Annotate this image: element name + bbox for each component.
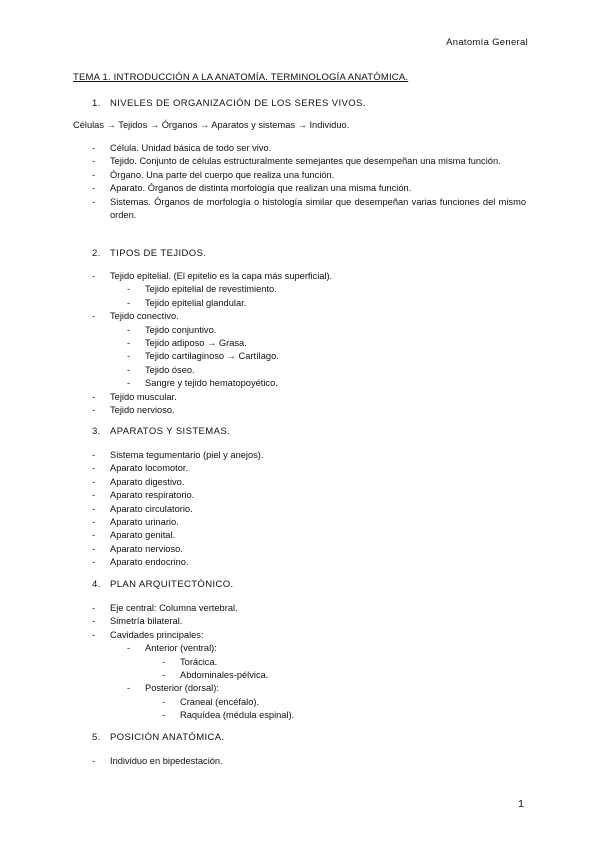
list-item: - Sistemas. Órganos de morfología o histología similar que desempeñan varias funciones del mismo orden. xyxy=(92,196,526,221)
page-title: TEMA 1. INTRODUCCIÓN A LA ANATOMÍA. TERMINOLOGÍA ANATÓMICA. xyxy=(73,72,409,83)
posicion-list xyxy=(92,755,526,768)
sub-sub-list-item: - Raquídea (médula espinal). xyxy=(162,710,295,721)
list-item: - Órgano. Una parte del cuerpo que realiza una función. xyxy=(92,169,335,180)
plan-list xyxy=(92,602,526,723)
list-item: - Sistema tegumentario (piel y anejos). xyxy=(92,450,264,460)
sub-list-item: - Tejido óseo. xyxy=(127,364,195,375)
list-item: - Simetría bilateral. xyxy=(92,616,183,627)
section-title: TIPOS DE TEJIDOS. xyxy=(110,248,207,259)
section-heading-4 xyxy=(92,579,234,590)
list-item: - Tejido muscular. xyxy=(92,391,177,402)
list-item: - Aparato circulatorio. xyxy=(92,503,193,514)
sub-sub-list-item: - Torácica. xyxy=(162,656,218,667)
section-title: NIVELES DE ORGANIZACIÓN DE LOS SERES VIVOS. xyxy=(110,98,366,109)
section-heading-2 xyxy=(92,248,206,259)
sub-list-item: - Tejido cartilaginoso → Cartílago. xyxy=(127,351,279,362)
sub-list-item: - Tejido conjuntivo. xyxy=(127,324,217,335)
niveles-list xyxy=(92,142,526,222)
running-header: Anatomía General xyxy=(446,37,528,48)
sub-sub-list-item: - Abdominales-pélvica. xyxy=(162,670,269,681)
section-title: PLAN ARQUITECTÓNICO. xyxy=(110,579,234,590)
list-item: - Aparato. Órganos de distinta morfología que realizan una misma función. xyxy=(92,183,412,194)
section-heading-1 xyxy=(92,98,366,109)
organization-flow: Células → Tejidos → Órganos → Aparatos y sistemas → Individuo. xyxy=(73,120,350,130)
page-number: 1 xyxy=(518,798,524,810)
list-item: - Tejido. Conjunto de células estructuralmente semejantes que desempeñan una misma función. xyxy=(92,156,501,167)
section-number: 5. xyxy=(92,732,101,743)
section-heading-5 xyxy=(92,732,225,743)
list-item: - Aparato nervioso. xyxy=(92,543,183,554)
section-title: APARATOS Y SISTEMAS. xyxy=(110,426,231,437)
list-item: - Aparato respiratorio. xyxy=(92,490,195,501)
list-item: - Eje central: Columna vertebral. xyxy=(92,603,238,613)
section-number: 3. xyxy=(92,426,101,437)
list-item: - Aparato urinario. xyxy=(92,517,179,528)
sub-list-item: - Tejido epitelial de revestimiento. xyxy=(127,284,277,295)
list-item: - Aparato genital. xyxy=(92,530,176,541)
section-number: 4. xyxy=(92,579,101,590)
list-item: - Individuo en bipedestación. xyxy=(92,756,223,766)
aparatos-list xyxy=(92,449,526,570)
section-number: 1. xyxy=(92,98,101,109)
sub-list-item: - Anterior (ventral): xyxy=(127,643,217,654)
tejidos-list xyxy=(92,270,526,417)
list-item: - Aparato locomotor. xyxy=(92,463,189,474)
list-item: - Aparato endocrino. xyxy=(92,557,189,568)
sub-list-item: - Posterior (dorsal): xyxy=(127,683,219,694)
sub-list-item: - Tejido adiposo → Grasa. xyxy=(127,338,247,349)
sub-list-item: - Tejido epitelial glandular. xyxy=(127,297,247,308)
list-item: - Tejido nervioso. xyxy=(92,405,175,416)
sub-list-item: - Sangre y tejido hematopoyético. xyxy=(127,378,278,389)
list-item: - Tejido epitelial. (El epitelio es la capa más superficial). xyxy=(92,271,333,281)
section-title: POSICIÓN ANATÓMICA. xyxy=(110,732,225,743)
list-item: - Tejido conectivo. xyxy=(92,311,179,322)
list-item: - Cavidades principales: xyxy=(92,629,204,640)
section-number: 2. xyxy=(92,248,101,259)
list-item: - Aparato digestivo. xyxy=(92,476,185,487)
section-heading-3 xyxy=(92,426,230,437)
list-item: - Célula. Unidad básica de todo ser vivo. xyxy=(92,143,272,153)
sub-sub-list-item: - Craneal (encéfalo). xyxy=(162,696,260,707)
